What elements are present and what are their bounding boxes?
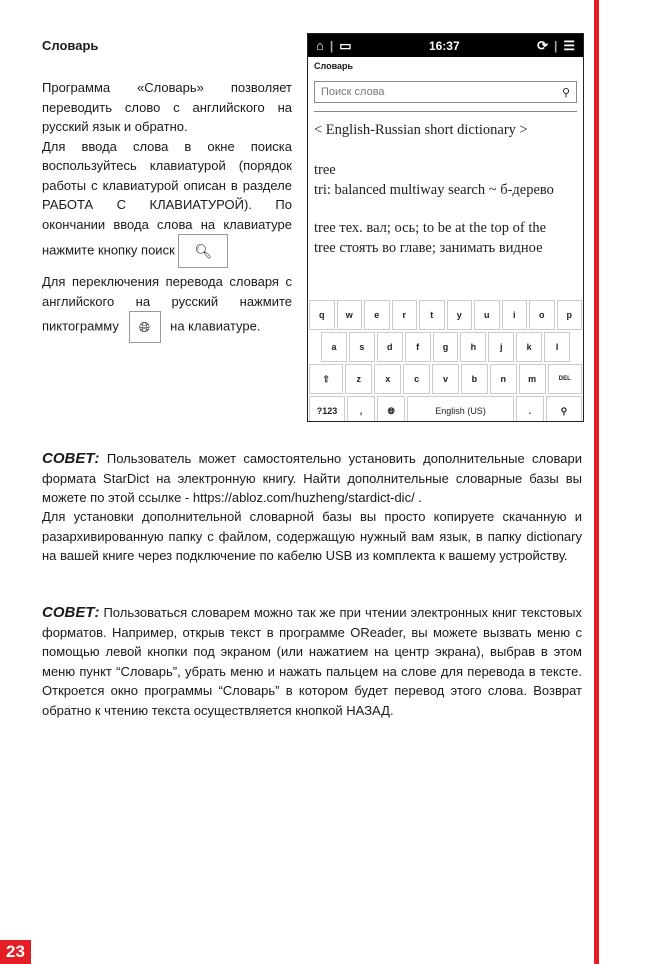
clock: 16:37 bbox=[428, 38, 460, 53]
key-j: j bbox=[488, 332, 514, 362]
symbols-key: ?123 bbox=[309, 396, 345, 422]
tip-2 bbox=[42, 603, 582, 720]
intro-p3 bbox=[42, 272, 292, 343]
search-input bbox=[314, 81, 577, 103]
key-e: e bbox=[364, 300, 390, 330]
key-r: r bbox=[392, 300, 418, 330]
key-k: k bbox=[516, 332, 542, 362]
home-icon: ⌂ bbox=[316, 38, 324, 53]
tip-label: СОВЕТ: bbox=[42, 450, 100, 467]
key-s: s bbox=[349, 332, 375, 362]
dict-header: < English-Russian short dictionary > bbox=[314, 122, 528, 138]
globe-key-icon: 🌐︎ bbox=[129, 311, 161, 343]
key-v: v bbox=[432, 364, 459, 394]
key-p: p bbox=[557, 300, 583, 330]
key-i: i bbox=[502, 300, 528, 330]
key-m: m bbox=[519, 364, 546, 394]
tip-1 bbox=[42, 449, 582, 508]
search-icon: ⚲ bbox=[561, 86, 570, 99]
key-l: l bbox=[544, 332, 570, 362]
key-t: t bbox=[419, 300, 445, 330]
tip-text: Пользоваться словарем можно так же при чтении электронных книг текстовых форматов. Например, открыв текст в программе OReader, вы можете вызвать меню с помощью левой кнопки под экраном (или нажатием на центр экрана), выбрав в этом меню пункт “Словарь”, убрать меню и нажать пальцем на слове для перевода в тексте. Откроется окно программы “Словарь” в котором будет перевод этого слова. Возврат обратно к чтению текста осуществляется кнопкой НАЗАД. bbox=[42, 605, 582, 718]
key-a: a bbox=[321, 332, 347, 362]
status-bar: ⌂ | ▭ 16:37 ⟳ | ☰ bbox=[308, 34, 583, 57]
intro-p3-text: Для переключения перевода словаря с английского на русский нажмите пиктограмму bbox=[42, 274, 292, 334]
shift-key: ⇧ bbox=[309, 364, 343, 394]
key-d: d bbox=[377, 332, 403, 362]
tip-1-paragraph-2: Для установки дополнительной словарной базы вы просто копируете скачанную и разархивированную папку с файлом, содержащую нужный вам язык, в папку dictionary на вашей книге через подключение по кабелю USB из комплекта к вашему устройству. bbox=[42, 509, 582, 563]
dict-line: tree тех. вал; ось; to be at the top of the bbox=[314, 220, 547, 236]
key-h: h bbox=[460, 332, 486, 362]
key-y: y bbox=[447, 300, 473, 330]
comma-key: , bbox=[347, 396, 375, 422]
search-key: ⚲ bbox=[546, 396, 582, 422]
intro-p3-end: на клавиатуре. bbox=[170, 318, 261, 334]
delete-key: DEL bbox=[548, 364, 582, 394]
intro-p2-text: Для ввода слова в окне поиска воспользуйтесь клавиатурой (порядок работы с клавиатурой описан в разделе РАБОТА С КЛАВИАТУРОЙ). По окончании ввода слова на клавиатуре нажмите кнопку поиск bbox=[42, 138, 292, 258]
key-w: w bbox=[337, 300, 363, 330]
key-n: n bbox=[490, 364, 517, 394]
key-g: g bbox=[433, 332, 459, 362]
section-title: Словарь bbox=[42, 38, 99, 53]
keyboard bbox=[308, 300, 583, 422]
key-o: o bbox=[529, 300, 555, 330]
globe-key: 🌐︎ bbox=[377, 396, 405, 422]
device-screenshot bbox=[307, 33, 584, 422]
key-u: u bbox=[474, 300, 500, 330]
menu-icon: ☰ bbox=[563, 37, 575, 53]
dict-line: tree стоять во главе; занимать видное bbox=[314, 240, 543, 256]
intro-text bbox=[42, 78, 292, 343]
intro-p2 bbox=[42, 137, 292, 269]
tip-label: СОВЕТ: bbox=[42, 604, 100, 621]
dot-key: . bbox=[516, 396, 544, 422]
app-title: Словарь bbox=[314, 61, 354, 71]
key-f: f bbox=[405, 332, 431, 362]
dict-line: tri: balanced multiway search ~ б-дерево bbox=[314, 182, 554, 198]
key-q: q bbox=[309, 300, 335, 330]
search-key-icon: 🔍︎ bbox=[178, 234, 228, 268]
key-x: x bbox=[374, 364, 401, 394]
key-z: z bbox=[345, 364, 372, 394]
page-number: 23 bbox=[0, 940, 31, 964]
refresh-icon: ⟳ bbox=[537, 37, 548, 53]
dict-line: tree bbox=[314, 162, 336, 178]
search-placeholder: Поиск слова bbox=[321, 86, 385, 98]
red-margin-bar bbox=[594, 0, 599, 964]
battery-icon: ▭ bbox=[339, 37, 352, 53]
space-key: English (US) bbox=[407, 396, 514, 422]
intro-p1: Программа «Словарь» позволяет переводить слово с английского на русский язык и обратно. bbox=[42, 80, 292, 134]
divider bbox=[314, 111, 577, 112]
tip-text: Пользователь может самостоятельно установить дополнительные словари формата StarDict на электронную книгу. Найти дополнительные словарные базы вы можете по этой ссылке - https://abloz.com/huzheng/stardict-dic/ . bbox=[42, 451, 582, 505]
key-c: c bbox=[403, 364, 430, 394]
key-b: b bbox=[461, 364, 488, 394]
